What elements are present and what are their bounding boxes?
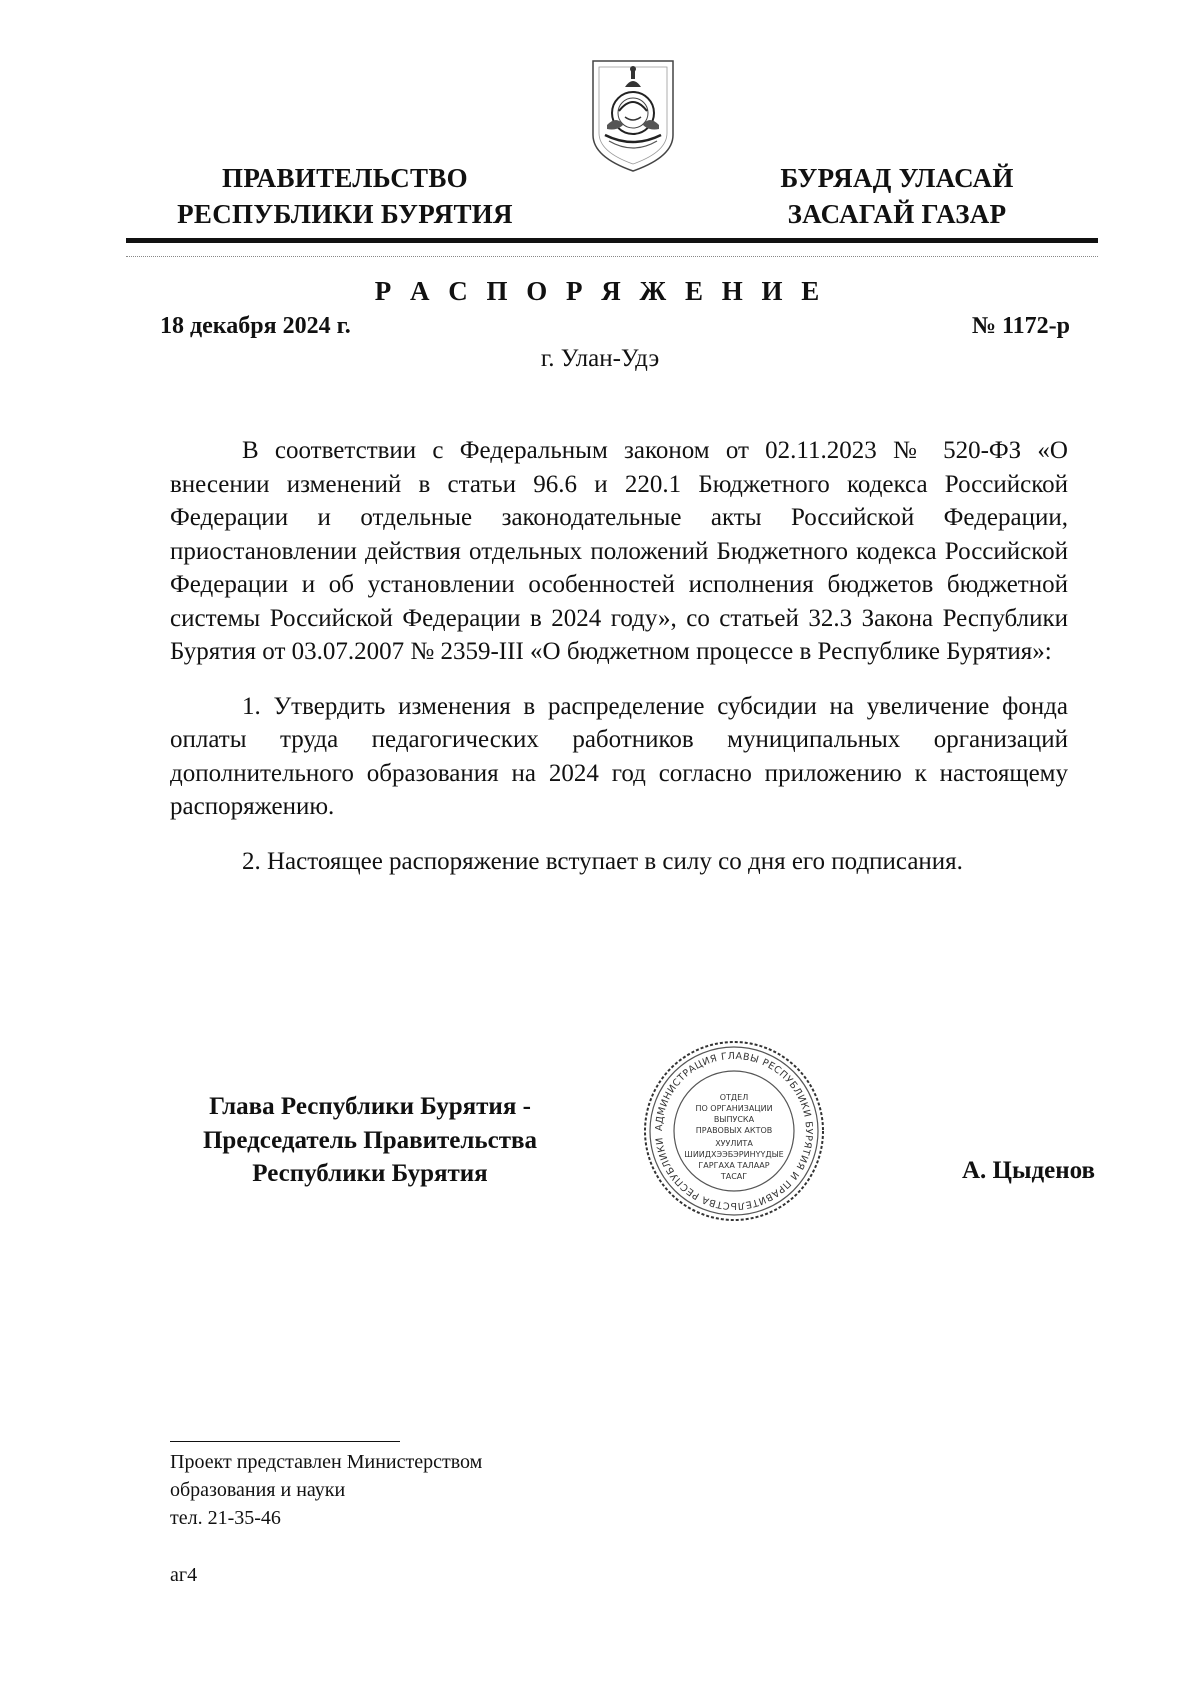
- document-type: Р А С П О Р Я Ж Е Н И Е: [374, 276, 826, 306]
- preamble-paragraph: В соответствии с Федеральным законом от 02.11.2023 № 520-ФЗ «О внесении изменений в статьи 96.6 и 220.1 Бюджетного кодекса Российской Федерации и отдельные законодательные акты Российской Федерации, приостановлении действия отдельных положений Бюджетного кодекса Российской Федерации и об установлении особенностей исполнения бюджетов бюджетной системы Российской Федерации в 2024 году», со статьей 32.3 Закона Республики Бурятия от 03.07.2007 № 2359-III «О бюджетном процессе в Республике Бурятия»:: [170, 437, 1068, 665]
- footnote-line-1: Проект представлен Министерством: [170, 1451, 483, 1473]
- issuer-line-1: БУРЯАД УЛАСАЙ: [780, 163, 1014, 193]
- header-divider-thin: [126, 256, 1098, 257]
- signatory-title-line-3: Республики Бурятия: [252, 1160, 488, 1187]
- issuer-line-1: ПРАВИТЕЛЬСТВО: [222, 163, 468, 193]
- document-body: [170, 434, 1068, 899]
- svg-text:АДМИНИСТРАЦИЯ ГЛАВЫ РЕСПУБЛИКИ: [641, 1038, 814, 1211]
- stamp-center-line: ТАСАГ: [720, 1172, 748, 1181]
- item-1-paragraph: 1. Утвердить изменения в распределение субсидии на увеличение фонда оплаты труда педагогических работников муниципальных организаций дополнительного образования на 2024 год согласно приложению к настоящему распоряжению.: [170, 692, 1068, 820]
- footnote-line-3: тел. 21-35-46: [170, 1507, 281, 1529]
- footnote: [170, 1448, 482, 1532]
- stamp-ring-text: АДМИНИСТРАЦИЯ ГЛАВЫ РЕСПУБЛИКИ БУРЯТИЯ И ПРАВИТЕЛЬСТВА РЕСПУБЛИКИ: [653, 1050, 815, 1212]
- signatory-title-line-1: Глава Республики Бурятия -: [209, 1093, 531, 1120]
- coat-of-arms-icon: [589, 57, 677, 175]
- stamp-center-line: ХУУЛИТА: [715, 1139, 753, 1148]
- stamp-center-line: ВЫПУСКА: [713, 1115, 755, 1124]
- issuer-line-2: ЗАСАГАЙ ГАЗАР: [787, 199, 1007, 229]
- document-code: аг4: [170, 1564, 198, 1586]
- header-divider-thick: [126, 238, 1098, 243]
- signatory-name: А. Цыденов: [961, 1157, 1095, 1184]
- issuer-line-2: РЕСПУБЛИКИ БУРЯТИЯ: [177, 199, 513, 229]
- document-city: г. Улан-Удэ: [540, 345, 660, 372]
- stamp-center-line: ПО ОРГАНИЗАЦИИ: [695, 1104, 773, 1113]
- issuer-name-buryat: [752, 160, 1042, 232]
- signatory-title: [160, 1090, 580, 1191]
- footnote-line-2: образования и науки: [170, 1479, 346, 1501]
- official-seal-stamp: [641, 1038, 827, 1224]
- signatory-title-line-2: Председатель Правительства: [202, 1126, 538, 1154]
- stamp-center-line: ПРАВОВЫХ АКТОВ: [695, 1126, 773, 1135]
- document-date: 18 декабря 2024 г.: [160, 313, 351, 339]
- stamp-center-line: ШИИДХЭЭБЭРИНҮҮДЫЕ: [684, 1150, 784, 1159]
- stamp-center-line: ГАРГАХА ТАЛААР: [698, 1161, 770, 1170]
- stamp-center-line: ОТДЕЛ: [719, 1093, 749, 1102]
- document-number: № 1172-р: [971, 313, 1070, 339]
- issuer-name-russian: [150, 160, 540, 232]
- footnote-divider: [170, 1441, 400, 1442]
- item-2-paragraph: 2. Настоящее распоряжение вступает в силу со дня его подписания.: [242, 847, 963, 875]
